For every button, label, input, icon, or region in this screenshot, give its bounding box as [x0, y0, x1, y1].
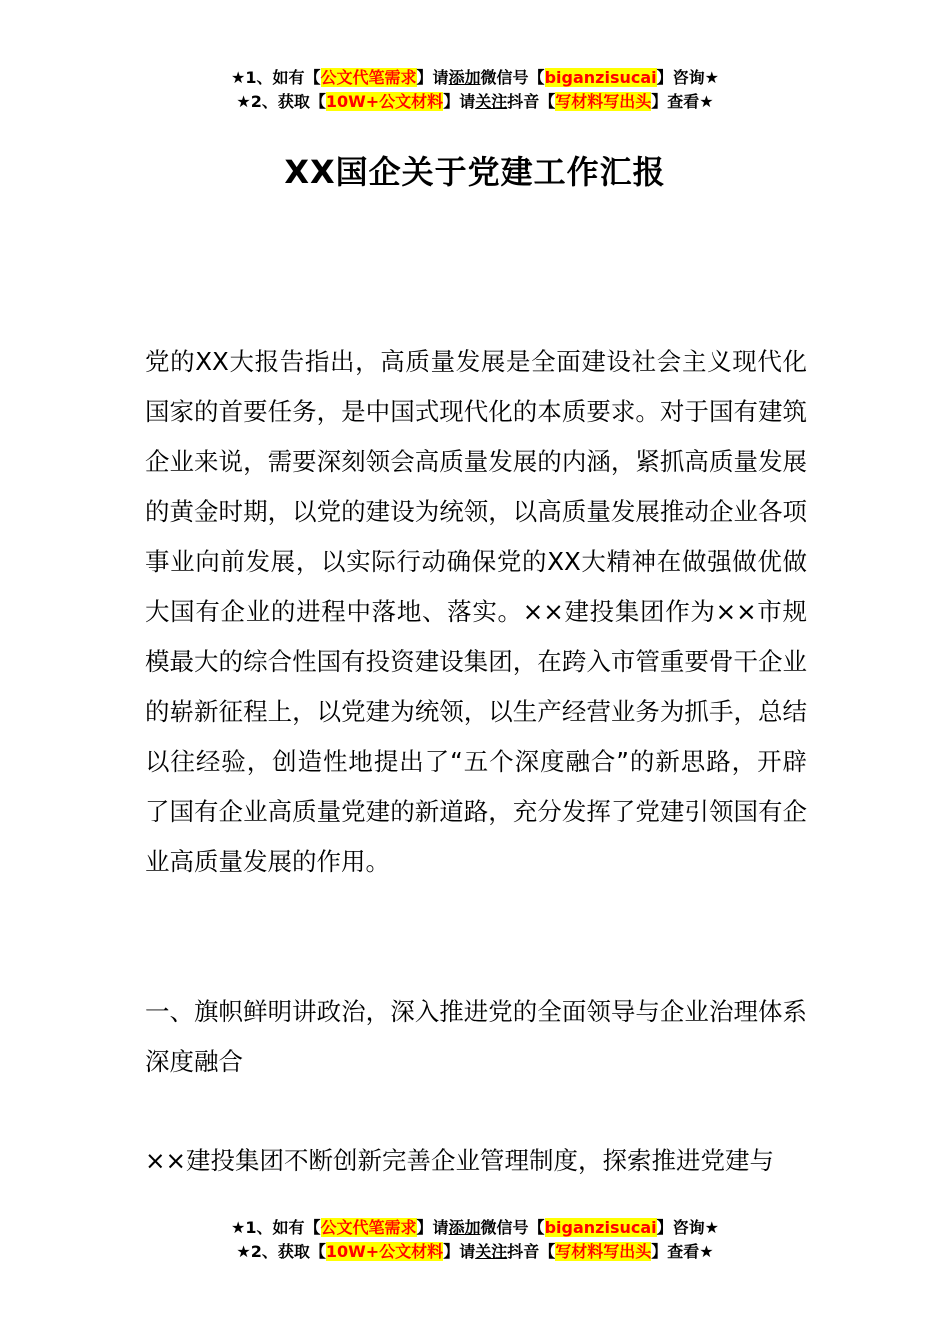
body-paragraph-2: ××建投集团不断创新完善企业管理制度，探索推进党建与 — [145, 1146, 775, 1175]
ghostwriting-highlight: 公文代笔需求 — [320, 1218, 417, 1237]
body-paragraph-1: 党的XX大报告指出，高质量发展是全面建设社会主义现代化国家的首要任务，是中国式现代化的本质要求。对于国有建筑企业来说，需要深刻领会高质量发展的内涵，紧抓高质量发展的黄金时期，以党的建设为统领，以高质量发展推动企业各项事业向前发展，以实际行动确保党的XX大精神在做强做优做大国有企业的进程中落地、落实。××建投集团作为××市规模最大的综合性国有投资建设集团，在跨入市管重要骨干企业的崭新征程上，以党建为统领，以生产经营业务为抓手，总结以往经验，创造性地提出了“五个深度融合”的新思路，开辟了国有企业高质量党建的新道路，充分发挥了党建引领国有企业高质量发展的作用。 — [145, 347, 807, 876]
promo-footer-line-2: ★2、获取【10W+公文材料】请关注抖音【写材料写出头】查看★ — [236, 1242, 714, 1261]
materials-highlight: 10W+公文材料 — [325, 92, 444, 111]
document-title: XX国企关于党建工作汇报 — [284, 153, 666, 191]
promo-line-2: ★2、获取【10W+公文材料】请关注抖音【写材料写出头】查看★ — [236, 92, 714, 111]
promo-header — [0, 66, 950, 114]
section-heading-1: 一、旗帜鲜明讲政治，深入推进党的全面领导与企业治理体系深度融合 — [145, 997, 807, 1076]
douyin-account-highlight: 写材料写出头 — [555, 1242, 652, 1261]
ghostwriting-highlight: 公文代笔需求 — [320, 68, 417, 87]
promo-footer-line-1: ★1、如有【公文代笔需求】请添加微信号【biganzisucai】咨询★ — [231, 1218, 719, 1237]
douyin-account-highlight: 写材料写出头 — [555, 92, 652, 111]
promo-footer — [0, 1216, 950, 1264]
wechat-id-highlight: biganzisucai — [544, 68, 657, 87]
materials-highlight: 10W+公文材料 — [325, 1242, 444, 1261]
wechat-id-highlight: biganzisucai — [544, 1218, 657, 1237]
promo-line-1: ★1、如有【公文代笔需求】请添加微信号【biganzisucai】咨询★ — [231, 68, 719, 87]
